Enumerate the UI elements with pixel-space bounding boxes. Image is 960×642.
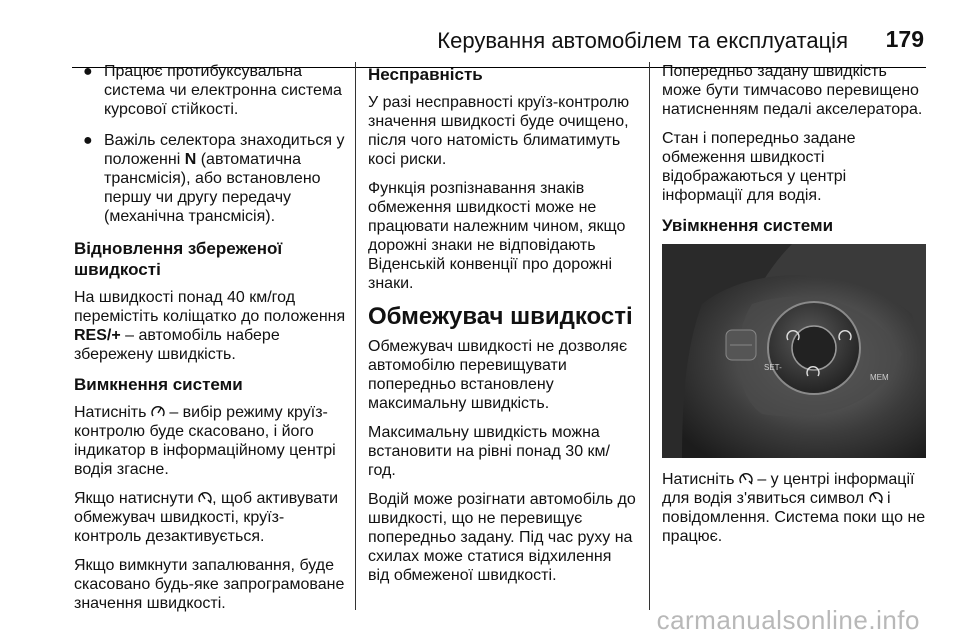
res-label: RES/+ (74, 327, 121, 344)
off-paragraph-1: Натисніть – вибір режиму круїз-контролю буде скасовано, і його індикатор в інформаційному центрі водія згасне. (74, 404, 336, 478)
column-divider (649, 62, 650, 610)
col3-paragraph-1: Попередньо задану швидкість може бути тимчасово перевищено натисненням педалі акселератора. (662, 63, 923, 118)
bullet-dot: ● (83, 63, 93, 80)
col3-paragraph-2: Стан і попередньо задане обмеження швидкості відображаються у центрі інформації для водія. (662, 130, 856, 204)
speed-limiter-icon (198, 491, 212, 504)
limiter-paragraph-2: Максимальну швидкість можна встановити на рівні понад 30 км/год. (368, 424, 610, 479)
fault-paragraph-2: Функція розпізнавання знаків обмеження швидкості може не працювати належним чином, якщо дорожні знаки не відповідають Віденській конвенції про дорожні знаки. (368, 180, 626, 292)
off-paragraph-2: Якщо натиснути , щоб активувати обмежувач швидкості, круїз-контроль дезактивується. (74, 490, 339, 545)
heading-system-on: Увімкнення системи (662, 216, 834, 235)
gear-n-label: N (184, 151, 197, 168)
page-number: 179 (885, 26, 924, 52)
off-paragraph-3: Якщо вимкнути запалювання, буде скасовано будь-яке запрограмоване значення швидкості. (74, 557, 345, 612)
limiter-paragraph-3: Водій може розігнати автомобіль до швидкості, що не перевищує попередньо задану. Під час руху на схилах може статися відхилення від обмеженої швидкості. (368, 491, 636, 584)
heading-system-off: Вимкнення системи (74, 375, 243, 394)
limiter-paragraph-1: Обмежувач швидкості не дозволяє автомобілю перевищувати попередньо встановлену максимальну швидкість. (368, 338, 628, 412)
fault-paragraph-1: У разі несправності круїз-контролю значення швидкості буде очищено, після чого натомість блиматимуть косі риски. (368, 94, 630, 168)
speed-limiter-icon (739, 472, 753, 485)
speed-limiter-icon (869, 491, 883, 504)
mem-label: MEM (870, 373, 889, 382)
column-2 (368, 62, 636, 595)
column-1 (74, 62, 346, 623)
bullet-dot: ● (83, 132, 93, 149)
bullet-item: ● Важіль селектора знаходиться у положенні N (автоматична трансмісія), або встановлено першу чи другу передачу (механічна трансмісія). (83, 132, 345, 225)
restore-paragraph: На швидкості понад 40 км/год перемістіть коліщатко до положення RES/+ – автомобіль набере збережену швидкість. (74, 289, 346, 363)
steering-wheel-illustration (662, 244, 926, 458)
steering-wheel-figure (662, 244, 926, 458)
chapter-title: Керування автомобілем та експлуатація (437, 28, 848, 53)
set-label: SET- (764, 363, 782, 372)
watermark: carmanualsonline.info (656, 605, 920, 635)
control-center-button (792, 326, 836, 370)
on-paragraph-1: Натисніть – у центрі інформації для водія з'явиться символ і повідомлення. Система поки що не працює. (662, 471, 926, 545)
column-3 (662, 62, 930, 556)
page-header (0, 14, 960, 54)
bullet-item: ● Працює протибуксувальна система чи електронна система курсової стійкості. (83, 63, 342, 118)
heading-restore-speed: Відновлення збереженої швидкості (74, 239, 283, 279)
cruise-control-icon (151, 405, 165, 418)
column-divider (355, 62, 356, 610)
heading-speed-limiter: Обмежувач швидкості (368, 303, 633, 330)
heading-fault: Несправність (368, 65, 483, 84)
